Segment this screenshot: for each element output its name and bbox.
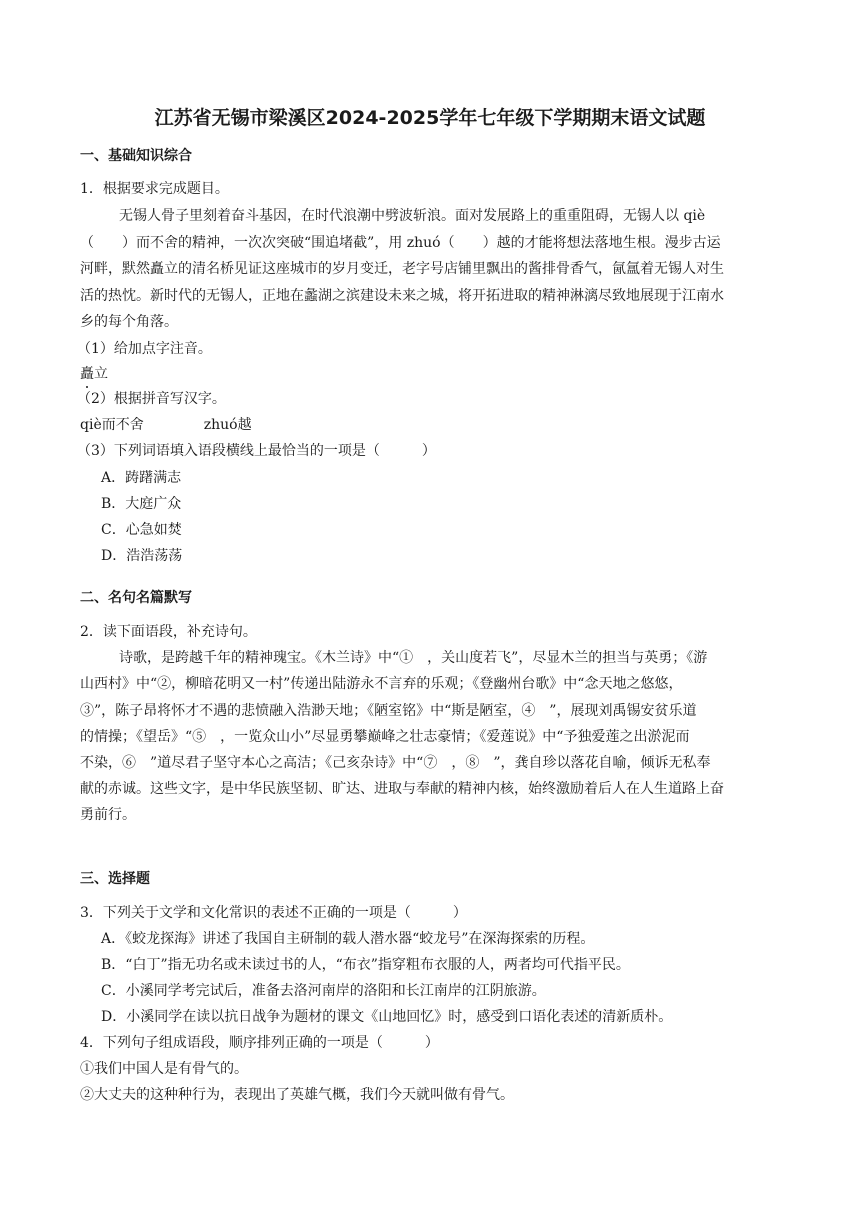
pinyin-item-b: zhuó越 xyxy=(203,417,252,433)
passage-line: 乡的每个角落。 xyxy=(80,314,178,330)
question-3-stem: 3．下列关于文学和文化常识的表述不正确的一项是（ ） xyxy=(80,905,467,921)
dotted-character: 矗 xyxy=(80,366,94,382)
option-c: C．小溪同学考完试后，准备去洛河南岸的洛阳和长江南岸的江阴旅游。 xyxy=(101,983,546,999)
sentence-item: ②大丈夫的这种种行为，表现出了英雄气概，我们今天就叫做有骨气。 xyxy=(80,1087,514,1103)
option-b: B．大庭广众 xyxy=(101,496,182,512)
passage-line: 的情操；《望岳》“⑤ ，一览众山小”尽显勇攀巅峰之壮志豪情；《爱莲说》中“予独爱莲之出淤泥而 xyxy=(80,729,690,745)
section-heading-basics: 一、基础知识综合 xyxy=(80,148,192,164)
passage-line: （ ）而不舍的精神，一次次突破“围追堵截”，用 zhuó（ ）越的才能将想法落地生根。漫步古运 xyxy=(80,235,721,251)
question-1-stem: 1．根据要求完成题目。 xyxy=(80,181,229,197)
option-a: A．《蛟龙探海》讲述了我国自主研制的载人潜水器“蛟龙号”在深海探索的历程。 xyxy=(101,931,595,947)
option-a: A．踌躇满志 xyxy=(101,470,182,486)
page-title: 江苏省无锡市梁溪区2024-2025学年七年级下学期期末语文试题 xyxy=(154,107,706,129)
pinyin-target-word xyxy=(80,364,108,384)
target-word-rest: 立 xyxy=(94,366,108,382)
passage-line: 山西村》中“②，柳暗花明又一村”传递出陆游永不言弃的乐观；《登幽州台歌》中“念天地之悠悠， xyxy=(80,676,683,692)
question-4-stem: 4．下列句子组成语段，顺序排列正确的一项是（ ） xyxy=(80,1035,439,1051)
sub-question-3: （3）下列词语填入语段横线上最恰当的一项是（ ） xyxy=(77,443,436,459)
passage-line: 不染，⑥ ”道尽君子坚守本心之高洁；《己亥杂诗》中“⑦ ，⑧ ”，龚自珍以落花自喻，倾诉无私奉 xyxy=(80,755,711,771)
passage-line: 献的赤诚。这些文字，是中华民族坚韧、旷达、进取与奉献的精神内核，始终激励着后人在人生道路上奋 xyxy=(80,781,724,797)
passage-line: 诗歌，是跨越千年的精神瑰宝。《木兰诗》中“① ，关山度若飞”，尽显木兰的担当与英勇；《游 xyxy=(119,650,708,666)
passage-line: 勇前行。 xyxy=(80,807,136,823)
passage-line: 活的热忱。新时代的无锡人，正地在蠡湖之滨建设未来之城，将开拓进取的精神淋漓尽致地展现于江南水 xyxy=(80,288,724,304)
passage-line: 无锡人骨子里刻着奋斗基因，在时代浪潮中劈波斩浪。面对发展路上的重重阻碍，无锡人以 qiè xyxy=(119,208,706,224)
pinyin-item-a: qiè而不舍 xyxy=(80,417,144,433)
option-b: B．“白丁”指无功名或未读过书的人，“布衣”指穿粗布衣服的人，两者均可代指平民。 xyxy=(101,957,630,973)
sentence-item: ①我们中国人是有骨气的。 xyxy=(80,1061,248,1077)
question-2-stem: 2．读下面语段，补充诗句。 xyxy=(80,624,257,640)
sub-question-1: （1）给加点字注音。 xyxy=(77,341,212,357)
option-d: D．小溪同学在读以抗日战争为题材的课文《山地回忆》时，感受到口语化表述的清新质朴。 xyxy=(101,1009,673,1025)
pinyin-items xyxy=(80,415,252,435)
passage-line: 河畔，默然矗立的清名桥见证这座城市的岁月变迁，老字号店铺里飘出的酱排骨香气，氤氲着无锡人对生 xyxy=(80,261,724,277)
passage-line: ③”，陈子昂将怀才不遇的悲愤融入浩渺天地；《陋室铭》中“斯是陋室，④ ”，展现刘禹锡安贫乐道 xyxy=(80,703,697,719)
option-c: C．心急如焚 xyxy=(101,522,182,538)
section-heading-choice: 三、选择题 xyxy=(80,871,150,887)
section-heading-poetry: 二、名句名篇默写 xyxy=(80,590,192,606)
sub-question-2: （2）根据拼音写汉字。 xyxy=(77,391,226,407)
option-d: D．浩浩荡荡 xyxy=(101,548,183,564)
